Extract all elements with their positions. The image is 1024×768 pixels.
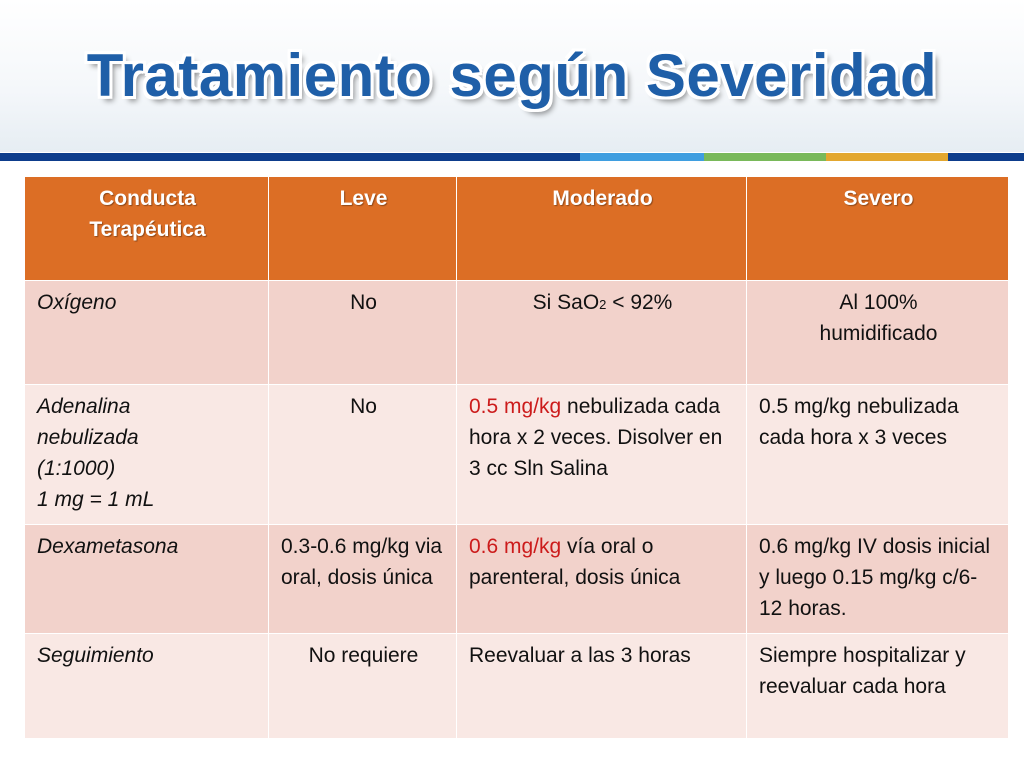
row-label-adrenalina <box>25 385 269 525</box>
dose-highlight: 0.5 mg/kg <box>469 395 562 418</box>
header-severo: Severo <box>747 177 1009 281</box>
table-row-seguimiento <box>25 634 1009 739</box>
cell-dexametasona-leve: 0.3-0.6 mg/kg via oral, dosis única <box>269 525 457 634</box>
cell-dexametasona-moderado-text: vía oral o parenteral, dosis única <box>469 535 681 589</box>
cell-oxigeno-leve: No <box>269 281 457 385</box>
cell-oxigeno-moderado <box>457 281 747 385</box>
header-conducta-line2: Terapéutica <box>89 218 206 241</box>
row-label-adrenalina-line3: (1:1000) <box>37 457 116 480</box>
row-label-adrenalina-line1: Adenalina <box>37 395 131 418</box>
row-label-oxigeno: Oxígeno <box>25 281 269 385</box>
table-row-oxigeno <box>25 281 1009 385</box>
cell-dexametasona-moderado <box>457 525 747 634</box>
cell-adrenalina-moderado-text: nebulizada cada hora x 2 veces. Disolver en 3 cc Sln Salina <box>469 395 723 480</box>
dose-highlight: 0.6 mg/kg <box>469 535 562 558</box>
divider-accent-green <box>704 153 826 161</box>
row-label-adrenalina-line4: 1 mg = 1 mL <box>37 488 155 511</box>
cell-adrenalina-leve: No <box>269 385 457 525</box>
table-row-adrenalina <box>25 385 1009 525</box>
header-leve: Leve <box>269 177 457 281</box>
header-conducta <box>25 177 269 281</box>
cell-adrenalina-severo: 0.5 mg/kg nebulizada cada hora x 3 veces <box>747 385 1009 525</box>
cell-oxigeno-severo-line1: Al 100% <box>839 291 918 314</box>
cell-oxigeno-severo <box>747 281 1009 385</box>
row-label-adrenalina-line2: nebulizada <box>37 426 139 449</box>
cell-seguimiento-leve: No requiere <box>269 634 457 739</box>
slide-title: Tratamiento según Severidad <box>86 42 938 109</box>
cell-oxigeno-moderado-pre: Si SaO <box>532 291 600 314</box>
treatment-table <box>24 176 1009 739</box>
header-conducta-line1: Conducta <box>99 187 196 210</box>
cell-oxigeno-severo-line2: humidificado <box>819 322 938 345</box>
row-label-dexametasona: Dexametasona <box>25 525 269 634</box>
table-row-dexametasona <box>25 525 1009 634</box>
divider-accent-blue <box>580 153 704 161</box>
cell-oxigeno-moderado-sub: 2 <box>599 297 607 312</box>
divider-accent-gold <box>826 153 948 161</box>
cell-oxigeno-moderado-post: < 92% <box>606 291 673 314</box>
table-header-row <box>25 177 1009 281</box>
header-moderado: Moderado <box>457 177 747 281</box>
row-label-seguimiento: Seguimiento <box>25 634 269 739</box>
cell-seguimiento-moderado: Reevaluar a las 3 horas <box>457 634 747 739</box>
cell-seguimiento-severo: Siempre hospitalizar y reevaluar cada hora <box>747 634 1009 739</box>
cell-dexametasona-severo: 0.6 mg/kg IV dosis inicial y luego 0.15 mg/kg c/6-12 horas. <box>747 525 1009 634</box>
cell-adrenalina-moderado <box>457 385 747 525</box>
